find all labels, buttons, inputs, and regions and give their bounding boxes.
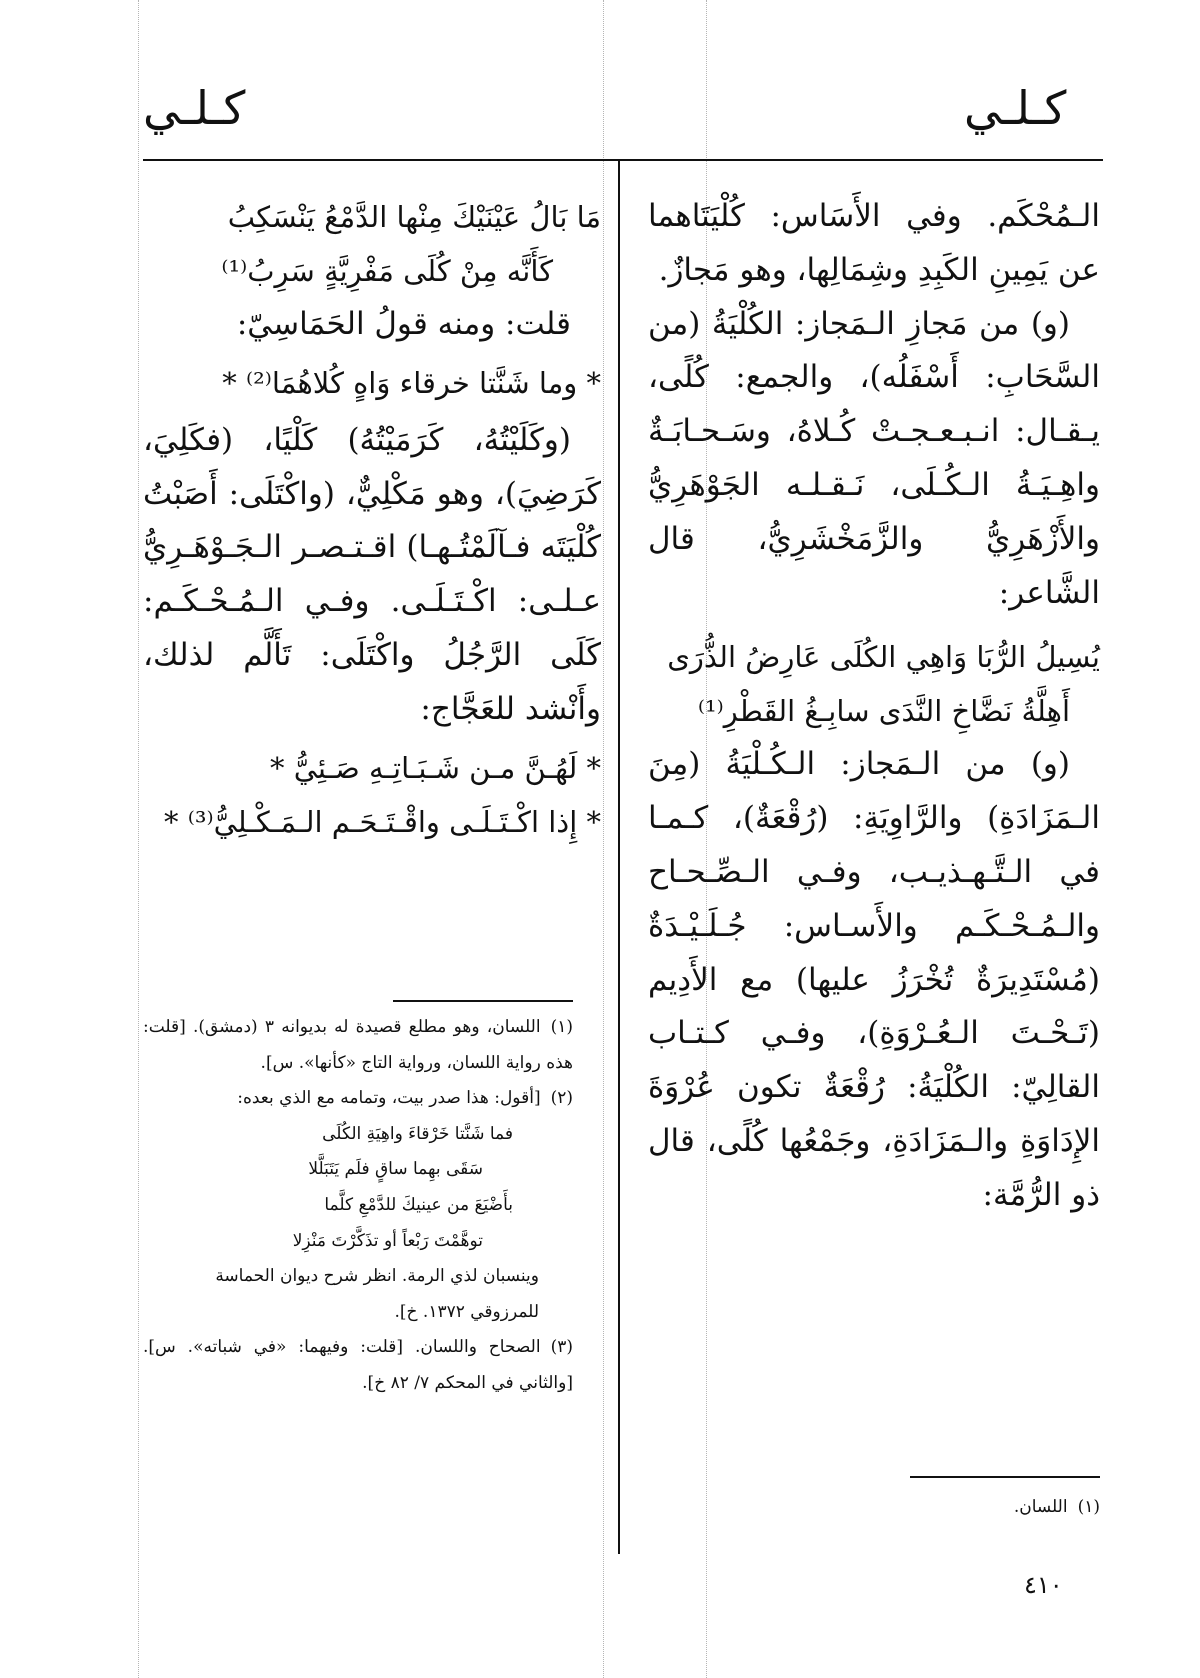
verse-line: * وما شَنَّتا خرقاء وَاهٍ كُلاهُمَا⁽²⁾ * [222, 365, 601, 400]
header-rule [143, 159, 1103, 161]
verse-line: مَا بَالُ عَيْنَيْكَ مِنْها الدَّمْعُ يَنْسَكِبُ [227, 200, 601, 234]
column-divider [618, 159, 620, 1554]
right-column [648, 190, 1100, 1223]
scan-fold-line [138, 0, 139, 1678]
verse-line: أَهِلَّةُ نَضَّاخِ النَّدَى سابِـغُ القَطْرِ⁽¹⁾ [697, 694, 1070, 729]
footnote-verse: توهَّمْتَ رَبْعاً أو تذَكَّرْتَ مَنْزِلا [292, 1230, 483, 1251]
footnote-text: اللسان. [1013, 1497, 1068, 1517]
header-word-left: كـلـي [143, 81, 246, 135]
footnote-verse: بأَضْيَعَ من عينيكَ للدَّمْعِ كلَّما [324, 1194, 513, 1215]
verse-line: يُسِيلُ الرُّبَا وَاهِي الكُلَى عَارِضُ الذُّرَى [667, 640, 1100, 675]
footnote-verse: فما شَنَّتا خَرْقاءَ واهِيَةِ الكُلَى [322, 1123, 513, 1144]
header-word-right: كـلـي [964, 81, 1067, 135]
footnote-1 [648, 1490, 1100, 1526]
page-number: ٤١٠ [1024, 1571, 1063, 1599]
footnote-rule [393, 1000, 573, 1002]
footnote-2 [143, 1081, 573, 1117]
footnote-rule [910, 1476, 1100, 1478]
footnote-continuation: وينسبان لذي الرمة. انظر شرح ديوان الحماسة للمرزوقي ١٣٧٢. خ]. [215, 1266, 539, 1322]
footnote-1 [143, 1010, 573, 1081]
footnote-3 [143, 1330, 573, 1401]
left-column [143, 190, 601, 849]
left-paragraph-1: قلت: ومنه قولُ الحَمَاسِيّ: [236, 306, 571, 342]
footnote-number: (٣) [550, 1337, 573, 1358]
right-paragraph-1: الـمُحْكَم. وفي الأَسَاس: كُلْيَتَاهما عن يَمِينِ الكَبِدِ وشِمَالِها، وهو مَجازٌ. [648, 198, 1100, 288]
footnote-number: (٢) [550, 1088, 573, 1109]
scan-fold-line [603, 0, 604, 1678]
verse-line: * إِذا اكْـتَـلَـى واقْـتَـحَـم الـمَـكْـلِيُّ⁽³⁾ * [163, 804, 601, 839]
footnote-number: (١) [1077, 1497, 1100, 1517]
verse-line: كَأَنَّه مِنْ كُلَى مَفْرِيَّةٍ سَرِبُ⁽¹⁾ [221, 254, 553, 288]
footnote-number: (١) [550, 1017, 573, 1037]
footnote-text: [أقول: هذا صدر بيت، وتمامه مع الذي بعده: [237, 1088, 541, 1109]
footnote-text: الصحاح واللسان. [قلت: وفيهما: «في شباته». س]. [والثاني في المحكم ٧/ ٨٢ خ]. [143, 1337, 573, 1393]
verse-line: * لَهُـنَّ مـن شَـبَـاتِـهِ صَـئِيُّ * [269, 750, 601, 785]
footnotes-left [143, 1010, 573, 1402]
right-paragraph-3: (و) من الـمَجاز: الـكُـلْيَةُ (مِنَ الـمَزَادَةِ) والرَّاوِيَةِ: (رُقْعَةٌ)، كـمـا في الـتَّـهـذيـب، وفـي الـصِّـحـاح والـمُـحْـكَـم والأَسـاس: جُـلَـيْـدَةٌ (مُسْتَدِيرَةٌ تُخْرَزُ عليها) مع الأَدِيم (تَـحْـتَ الـعُـرْوَةِ)، وفـي كـتـاب القالِيّ: الكُلْيَةُ: رُقْعَةٌ تكون عُرْوَةَ الإِدَاوَةِ والـمَزَادَةِ، وجَمْعُها كُلًى، قال ذو الرُّمَّة: [648, 746, 1100, 1213]
footnotes-right [648, 1490, 1100, 1526]
right-paragraph-2: (و) من مَجازِ الـمَجاز: الكُلْيَةُ (من السَّحَابِ: أَسْفَلُه)، والجمع: كُلًى، يـقـال: انـبـعـجـتْ كُـلاهُ، وسَـحـابَـةٌ واهِـيَـةُ الـكُـلَى، نَـقـلـه الجَوْهَرِيُّ والأَزْهَرِيُّ والزَّمَخْشَرِيُّ، قال الشَّاعر: [648, 305, 1100, 611]
footnote-text: اللسان، وهو مطلع قصيدة له بديوانه ٣ (دمشق). [قلت: هذه رواية اللسان، ورواية التاج «كأنها». س]. [143, 1017, 573, 1073]
footnote-verse: سَقَى بهِما ساقٍ فلَم يَتَبَلَّلا [308, 1159, 483, 1180]
left-paragraph-2: (وكَلَيْتُهُ، كَرَمَيْتُهُ) كَلْيًا، (فكَلِيَ، كَرَضِيَ)، وهو مَكْلِيٌّ، (واكْتَلَى: أَصَبْتُ كُلْيَتَه فـآلَمْتُـهـا) اقـتـصـر الـجَـوْهَـرِيُّ عـلـى: اكْـتَـلَـى. وفـي الـمُـحْـكَـم: كَلَى الرَّجُلُ واكْتَلَى: تَأَلَّم لذلك، وأَنْشد للعَجَّاج: [143, 421, 601, 727]
